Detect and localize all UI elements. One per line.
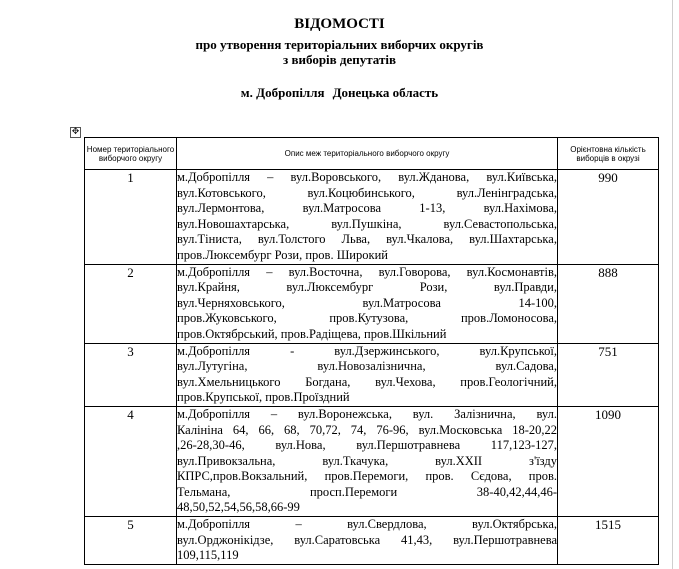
column-header-number: Номер територіального виборчого округу [85, 138, 177, 170]
voter-count: 1090 [558, 406, 659, 516]
district-number: 2 [85, 264, 177, 343]
table-row [85, 170, 659, 265]
column-header-voters: Орієнтовна кількість виборців в окрузі [558, 138, 659, 170]
description-line: вул.Лермонтова, вул.Матросова 1-13, вул.Нахімова, [177, 201, 557, 216]
table-row [85, 406, 659, 516]
description-line: м.Добропілля – вул.Свердлова, вул.Октябрська, [177, 517, 557, 532]
city-name: м. Добропілля [240, 85, 325, 100]
description-line: Калініна 64, 66, 68, 70,72, 74, 76-96, вул.Московська 18-20,22 [177, 422, 557, 437]
description-line: вул.Новошахтарська, вул.Пушкіна, вул.Севастопольська, [177, 216, 557, 231]
document-subtitle-line1: про утворення територіальних виборчих округів [195, 37, 484, 52]
description-line: 48,50,52,54,56,58,66-99 [177, 500, 300, 515]
description-line: м.Добропілля – вул.Воронежська, вул. Залізнична, вул. [177, 406, 557, 421]
description-line: вул.Черняховського, вул.Матросова 14-100, [177, 295, 557, 310]
district-description [177, 343, 558, 406]
district-description [177, 264, 558, 343]
district-number: 3 [85, 343, 177, 406]
description-line: вул.Тіниста, вул.Толстого Льва, вул.Чкалова, вул.Шахтарська, [177, 232, 557, 247]
district-number: 4 [85, 406, 177, 516]
districts-table [84, 137, 659, 565]
district-description [177, 517, 558, 565]
description-line: вул.Хмельницького Богдана, вул.Чехова, пров.Геологічний, [177, 374, 557, 389]
description-line: Тельмана, просп.Перемоги 38-40,42,44,46- [177, 484, 557, 499]
region-name: Донецька область [332, 85, 439, 100]
description-line: вул.Орджонікідзе, вул.Саратовська 41,43, вул.Першотравнева [177, 532, 557, 547]
district-number: 1 [85, 170, 177, 265]
table-row [85, 343, 659, 406]
document-location [0, 85, 679, 101]
voter-count: 751 [558, 343, 659, 406]
description-line: ,26-28,30-46, вул.Нова, вул.Першотравнева 117,123-127, [177, 438, 557, 453]
district-description [177, 170, 558, 265]
table-move-handle-icon[interactable]: ✥ [71, 127, 80, 137]
description-line: вул.Привокзальна, вул.Ткачука, вул.XXII з'їзду [177, 453, 557, 468]
description-line: вул.Лутугіна, вул.Новозалізнична, вул.Садова, [177, 359, 557, 374]
description-line: пров.Октябрський, пров.Радіщева, пров.Шкільний [177, 326, 447, 341]
table-row [85, 517, 659, 565]
district-number: 5 [85, 517, 177, 565]
description-line: пров.Крупської, пров.Проїздний [177, 390, 350, 405]
description-line: КПРС,пров.Вокзальний, пров.Перемоги, пров. Сєдова, пров. [177, 469, 557, 484]
voter-count: 990 [558, 170, 659, 265]
column-header-description: Опис меж територіального виборчого округу [177, 138, 558, 170]
district-description [177, 406, 558, 516]
description-line: вул.Котовського, вул.Коцюбинського, вул.Ленінградська, [177, 185, 557, 200]
voter-count: 1515 [558, 517, 659, 565]
description-line: вул.Крайня, вул.Люксембург Рози, вул.Правди, [177, 280, 557, 295]
document-subtitle-line2: з виборів депутатів [283, 52, 396, 67]
table-row [85, 264, 659, 343]
description-line: м.Добропілля - вул.Дзержинського, вул.Крупської, [177, 343, 557, 358]
table-header-row [85, 138, 659, 170]
description-line: 109,115,119 [177, 548, 239, 563]
description-line: м.Добропілля – вул.Восточна, вул.Говорова, вул.Космонавтів, [177, 264, 557, 279]
description-line: пров.Жуковського, пров.Кутузова, пров.Ломоносова, [177, 311, 557, 326]
voter-count: 888 [558, 264, 659, 343]
document-title: ВІДОМОСТІ [294, 16, 385, 32]
description-line: м.Добропілля – вул.Воровського, вул.Жданова, вул.Київська, [177, 170, 557, 184]
description-line: пров.Люксембург Рози, пров. Широкий [177, 247, 388, 262]
